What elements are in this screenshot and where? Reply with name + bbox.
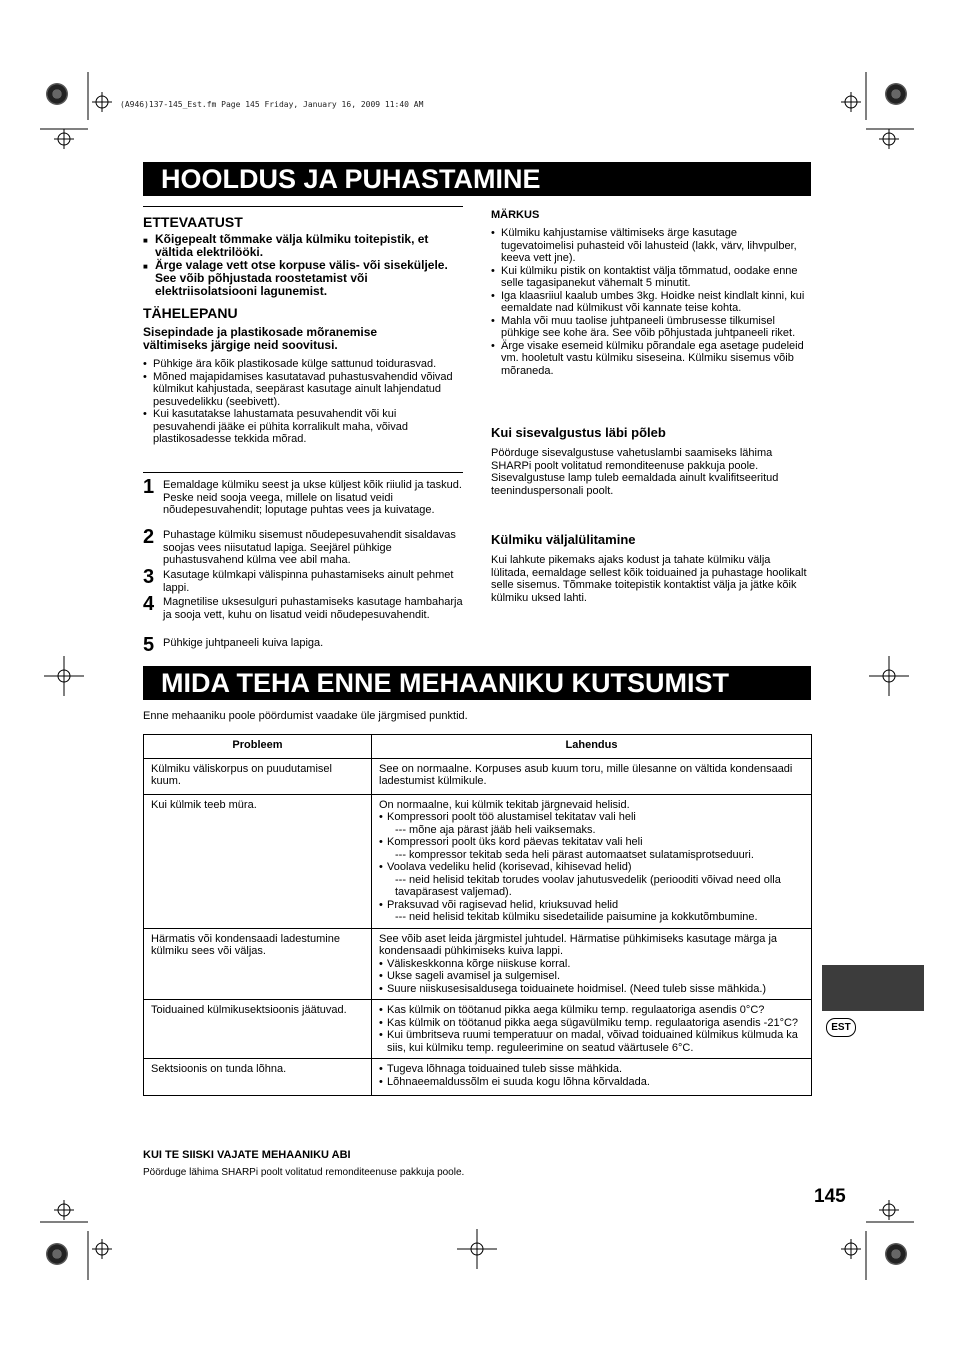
- troubleshooting-intro: Enne mehaaniku poole pöördumist vaadake üle järgmised punktid.: [143, 710, 468, 722]
- step-1: [143, 476, 463, 517]
- divider: [143, 206, 463, 207]
- step-number: 2: [143, 526, 155, 548]
- solution-cell: [372, 928, 812, 1000]
- table-row: [144, 794, 812, 928]
- section-banner-care: HOOLDUS JA PUHASTAMINE: [143, 162, 811, 196]
- shutdown-title: Külmiku väljalülitamine: [491, 532, 636, 547]
- list-item: [379, 899, 804, 924]
- attention-list: [143, 358, 461, 446]
- problem-cell: Sektsioonis on tunda lõhna.: [144, 1059, 372, 1096]
- step-number: 5: [143, 634, 155, 656]
- attention-title: TÄHELEPANU: [143, 305, 238, 321]
- problem-cell: Härmatis või kondensaadi ladestumine külmiku sees või väljas.: [144, 928, 372, 1000]
- step-text: Puhastage külmiku sisemust nõudepesuvahendit sisaldavas soojas vees niisutatud lapiga. Seejärel pühkige puhastusvahend külma vee abil maha.: [163, 529, 456, 566]
- troubleshooting-table: [143, 734, 812, 1096]
- solution-note: --- neid helisid tekitab külmiku sisedetailide paisumine ja kokkutõmbumine.: [395, 911, 758, 923]
- list-item: • Väliskeskkonna kõrge niiskuse korral.: [379, 958, 804, 971]
- problem-cell: Kui külmik teeb müra.: [144, 794, 372, 928]
- solution-note: --- kompressor tekitab seda heli pärast automaatset sulatamisprotseduuri.: [395, 848, 754, 861]
- step-number: 3: [143, 566, 155, 588]
- list-item: • Lõhnaeemaldussõlm ei suuda kogu lõhna kõrvaldada.: [379, 1076, 804, 1089]
- step-5: [143, 634, 463, 656]
- solution-list: [379, 811, 804, 924]
- solution-list: [379, 1004, 804, 1054]
- step-4: [143, 593, 463, 621]
- solution-list: [379, 1063, 804, 1088]
- list-item: [379, 811, 804, 836]
- list-item: ■ Kõigepealt tõmmake välja külmiku toitepistik, et vältida elektrilööki.: [143, 233, 463, 259]
- list-item: [379, 836, 804, 861]
- solution-cell: [372, 758, 812, 794]
- step-text: Pühkige juhtpaneeli kuiva lapiga.: [163, 637, 324, 649]
- step-text: Eemaldage külmiku seest ja ukse küljest kõik riiulid ja taskud. Peske neid sooja veega, millele on lisatud veidi nõudepesuvahendit; loputage puhtas vees ja kuivatage.: [163, 479, 462, 516]
- solution-item: Kompressori poolt töö alustamisel tekitatav vali heli: [387, 811, 636, 823]
- solution-item: Kompressori poolt üks kord päevas tekitatav vali heli: [387, 836, 643, 848]
- solution-cell: [372, 1059, 812, 1096]
- table-row: [144, 1059, 812, 1096]
- language-badge: EST: [826, 1018, 856, 1037]
- list-item: • Iga klaasriiul kaalub umbes 3kg. Hoidke neist kindlalt kinni, kui eemaldate nad külmikust või kannate teise kohta.: [491, 290, 809, 315]
- footer-text: Pöörduge lähima SHARPi poolt volitatud remonditeenuse pakkuja poole.: [143, 1167, 465, 1178]
- side-tab: [822, 965, 924, 1011]
- step-3: [143, 566, 463, 594]
- table-header-row: [144, 735, 812, 759]
- problem-cell: Külmiku väliskorpus on puudutamisel kuum.: [144, 758, 372, 794]
- caution-title: ETTEVAATUST: [143, 214, 243, 230]
- list-item: • Kui kasutatakse lahustamata pesuvahendit või kui pesuvahendi jääke ei pühita korralikult maha, võivad plastikosadesse tekkida mõrad.: [143, 408, 461, 446]
- solution-lead: See on normaalne. Korpuses asub kuum toru, mille ülesanne on vältida kondensaadi ladestumist külmikule.: [379, 762, 793, 787]
- solution-cell: [372, 1000, 812, 1059]
- caution-list: [143, 233, 463, 298]
- file-header-line: (A946)137-145_Est.fm Page 145 Friday, January 16, 2009 11:40 AM: [120, 100, 424, 109]
- solution-list: [379, 958, 804, 996]
- note-title: MÄRKUS: [491, 209, 540, 221]
- solution-item: Voolava vedeliku helid (korisevad, kihisevad helid): [387, 861, 632, 873]
- solution-item: Praksuvad või ragisevad helid, kriuksuvad helid: [387, 898, 619, 911]
- lamp-text: Pöörduge sisevalgustuse vahetuslambi saamiseks lähima SHARPi poolt volitatud remonditeenuse pakkuja poole. Sisevalgustuse lamp tuleb eemaldada ainult kvalifitseeritud teeninduspersonali poolt.: [491, 447, 779, 497]
- column-header: Lahendus: [372, 735, 812, 759]
- lamp-title: Kui sisevalgustus läbi põleb: [491, 425, 666, 440]
- step-number: 4: [143, 593, 155, 615]
- list-item: • Tugeva lõhnaga toiduained tuleb sisse mähkida.: [379, 1063, 804, 1076]
- section-banner-troubleshooting: MIDA TEHA ENNE MEHAANIKU KUTSUMIST: [143, 666, 811, 700]
- solution-cell: [372, 794, 812, 928]
- list-item: • Mõned majapidamises kasutatavad puhastusvahendid võivad külmikut kahjustada, seepärast kasutage ainult lahjendatud pesuvedelikku (seebivett).: [143, 371, 461, 409]
- footer-title: KUI TE SIISKI VAJATE MEHAANIKU ABI: [143, 1149, 351, 1161]
- attention-lead: Sisepindade ja plastikosade mõranemise vältimiseks järgige neid soovitusi.: [143, 325, 378, 352]
- solution-note: --- neid helisid tekitab torudes voolav jahutusvedelik (periooditi võivad need olla tavapärasest valjemad).: [395, 873, 781, 898]
- list-item: • Ärge visake esemeid külmiku põrandale ega asetage pudeleid vm. hooletult vastu külmiku siseseina. Külmiku sisemus võib mõraneda.: [491, 340, 809, 378]
- step-text: Magnetilise uksesulguri puhastamiseks kasutage hambaharja ja sooja vett, kuhu on lisatud veidi nõudepesuvahendit.: [163, 596, 463, 621]
- list-item: • Suure niiskusesisaldusega toiduainete hoidmisel. (Need tuleb sisse mähkida.): [379, 983, 804, 996]
- list-item: • Pühkige ära kõik plastikosade külge sattunud toidurasvad.: [143, 358, 461, 371]
- table-row: [144, 758, 812, 794]
- table-row: [144, 1000, 812, 1059]
- list-item: ■ Ärge valage vett otse korpuse välis- või siseküljele. See võib põhjustada roostetamist või elektriisolatsiooni lagunemist.: [143, 259, 463, 298]
- step-number: 1: [143, 476, 155, 498]
- page-number: 145: [814, 1186, 846, 1207]
- list-item: • Kas külmik on töötanud pikka aega sügavülmiku temp. regulaatoriga asendis -21°C?: [379, 1017, 804, 1030]
- list-item: • Kas külmik on töötanud pikka aega külmiku temp. regulaatoriga asendis 0°C?: [379, 1004, 804, 1017]
- note-list: [491, 227, 809, 377]
- list-item: • Külmiku kahjustamise vältimiseks ärge kasutage tugevatoimelisi puhasteid või lahusteid (lakk, värv, lihvpulber, keeva vett jne).: [491, 227, 809, 265]
- list-item: • Mahla või muu taolise juhtpaneeli ümbrusesse tilkumisel pühkige see kohe ära. See võib põhjustada juhtpaneeli riket.: [491, 315, 809, 340]
- divider: [143, 472, 463, 473]
- solution-note: --- mõne aja pärast jääb heli vaiksemaks.: [395, 823, 596, 836]
- list-item: • Kui külmiku pistik on kontaktist välja tõmmatud, oodake enne selle tagasipanekut vähemalt 5 minutit.: [491, 265, 809, 290]
- problem-cell: Toiduained külmikusektsioonis jäätuvad.: [144, 1000, 372, 1059]
- step-2: [143, 526, 463, 567]
- list-item: [379, 861, 804, 899]
- step-text: Kasutage külmkapi välispinna puhastamiseks ainult pehmet lappi.: [163, 569, 454, 594]
- solution-lead: On normaalne, kui külmik tekitab järgnevaid helisid.: [379, 798, 630, 811]
- table-row: [144, 928, 812, 1000]
- solution-lead: See võib aset leida järgmistel juhtudel. Härmatise pühkimiseks kasutage märga ja kondensaadi pühkimiseks kuiva lappi.: [379, 932, 778, 957]
- list-item: • Ukse sageli avamisel ja sulgemisel.: [379, 970, 804, 983]
- shutdown-text: Kui lahkute pikemaks ajaks kodust ja tahate külmiku välja lülitada, eemaldage sellest kõik toiduained ja puhastage hoolikalt selle sisemus. Tõmmake toitepistik kontaktist välja ja jätke kõik külmiku uksed lahti.: [491, 554, 807, 604]
- column-header: Probleem: [144, 735, 372, 759]
- list-item: • Kui ümbritseva ruumi temperatuur on madal, võivad toiduained külmikus külmuda ka siis, kui külmiku temp. reguleerimine on seatud väärtusele 6°C.: [379, 1029, 804, 1054]
